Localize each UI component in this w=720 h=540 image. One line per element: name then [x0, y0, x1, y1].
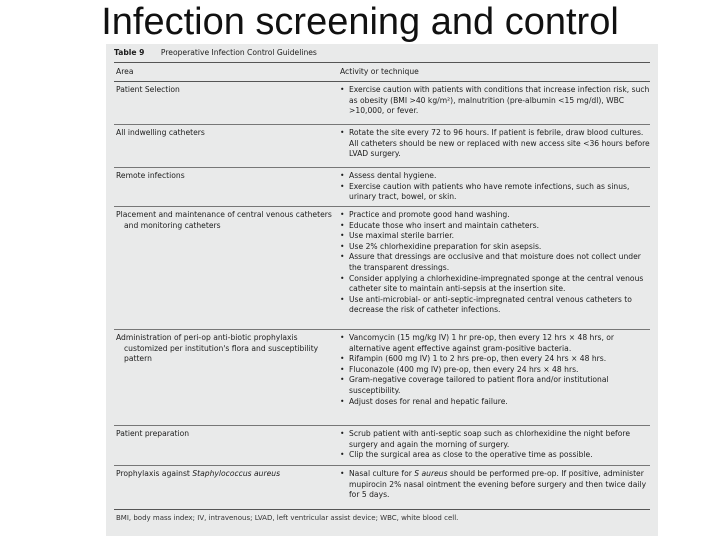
table-row	[114, 330, 650, 426]
table-footnote: BMI, body mass index; IV, intravenous; LVAD, left ventricular assist device; WBC, white blood cell.	[116, 514, 459, 522]
list-item: • Educate those who insert and maintain catheters.	[340, 221, 650, 232]
list-item: • Fluconazole (400 mg IV) pre-op, then every 24 hrs × 48 hrs.	[340, 365, 650, 376]
row-area: Placement and maintenance of central venous catheters and monitoring catheters	[116, 210, 332, 230]
list-item: • Exercise caution with patients with conditions that increase infection risk, such as obesity (BMI >40 kg/m²), malnutrition (pre-albumin <15 mg/dl), WBC >10,000, or fever.	[340, 85, 650, 117]
list-item: • Consider applying a chlorhexidine-impregnated sponge at the central venous catheter site to maintain anti-sepsis at the insertion site.	[340, 274, 650, 295]
table-row	[114, 168, 650, 207]
guidelines-table	[106, 44, 658, 536]
header-activity: Activity or technique	[340, 67, 419, 76]
list-item: • Practice and promote good hand washing.	[340, 210, 650, 221]
list-item: • Scrub patient with anti-septic soap such as chlorhexidine the night before surgery and again the morning of surgery.	[340, 429, 650, 450]
list-item: • Exercise caution with patients who have remote infections, such as sinus, urinary tract, bowel, or skin.	[340, 182, 650, 203]
table-row	[114, 125, 650, 168]
list-item: • Use anti-microbial- or anti-septic-impregnated central venous catheters to decrease the risk of catheter infections.	[340, 295, 650, 316]
table-header-row	[114, 63, 650, 82]
item-text-pre: Nasal culture for	[349, 469, 415, 478]
table-caption	[114, 44, 650, 63]
table-row	[114, 207, 650, 330]
list-item: • Gram-negative coverage tailored to patient flora and/or institutional susceptibility.	[340, 375, 650, 396]
list-item: • Adjust doses for renal and hepatic failure.	[340, 397, 650, 408]
header-area: Area	[116, 67, 134, 76]
list-item	[340, 469, 650, 501]
slide-title: Infection screening and control	[101, 1, 619, 43]
table-caption-text: Preoperative Infection Control Guidelines	[160, 48, 317, 57]
row-area: Patient preparation	[116, 429, 190, 438]
table-row	[114, 82, 650, 125]
table-row	[114, 426, 650, 466]
list-item: • Use maximal sterile barrier.	[340, 231, 650, 242]
item-text-post: should be performed pre-op. If positive, administer mupirocin 2% nasal ointment the evening before surgery and then twice daily for 5 days.	[349, 469, 647, 500]
list-item: • Use 2% chlorhexidine preparation for skin asepsis.	[340, 242, 650, 253]
item-text-italic: S aureus	[414, 469, 448, 478]
list-item: • Rotate the site every 72 to 96 hours. If patient is febrile, draw blood cultures. All catheters should be new or replaced with new access site <36 hours before LVAD surgery.	[340, 128, 650, 160]
list-item: • Vancomycin (15 mg/kg IV) 1 hr pre-op, then every 12 hrs × 48 hrs, or alternative agent effective against gram-positive bacteria.	[340, 333, 650, 354]
row-area: Remote infections	[116, 171, 185, 180]
table-row	[114, 466, 650, 510]
row-area: Administration of peri-op anti-biotic prophylaxis customized per institution's flora and susceptibility pattern	[116, 333, 319, 364]
row-area-italic: Staphylococcus aureus	[192, 469, 281, 478]
list-item: • Rifampin (600 mg IV) 1 to 2 hrs pre-op, then every 24 hrs × 48 hrs.	[340, 354, 650, 365]
list-item: • Assure that dressings are occlusive and that moisture does not collect under the transparent dressings.	[340, 252, 650, 273]
list-item: • Clip the surgical area as close to the operative time as possible.	[340, 450, 650, 461]
row-area: Patient Selection	[116, 85, 180, 94]
table-number: Table 9	[114, 48, 145, 57]
row-area: All indwelling catheters	[116, 128, 205, 137]
row-area-prefix: Prophylaxis against	[116, 469, 193, 478]
list-item: • Assess dental hygiene.	[340, 171, 650, 182]
row-area	[116, 469, 340, 480]
